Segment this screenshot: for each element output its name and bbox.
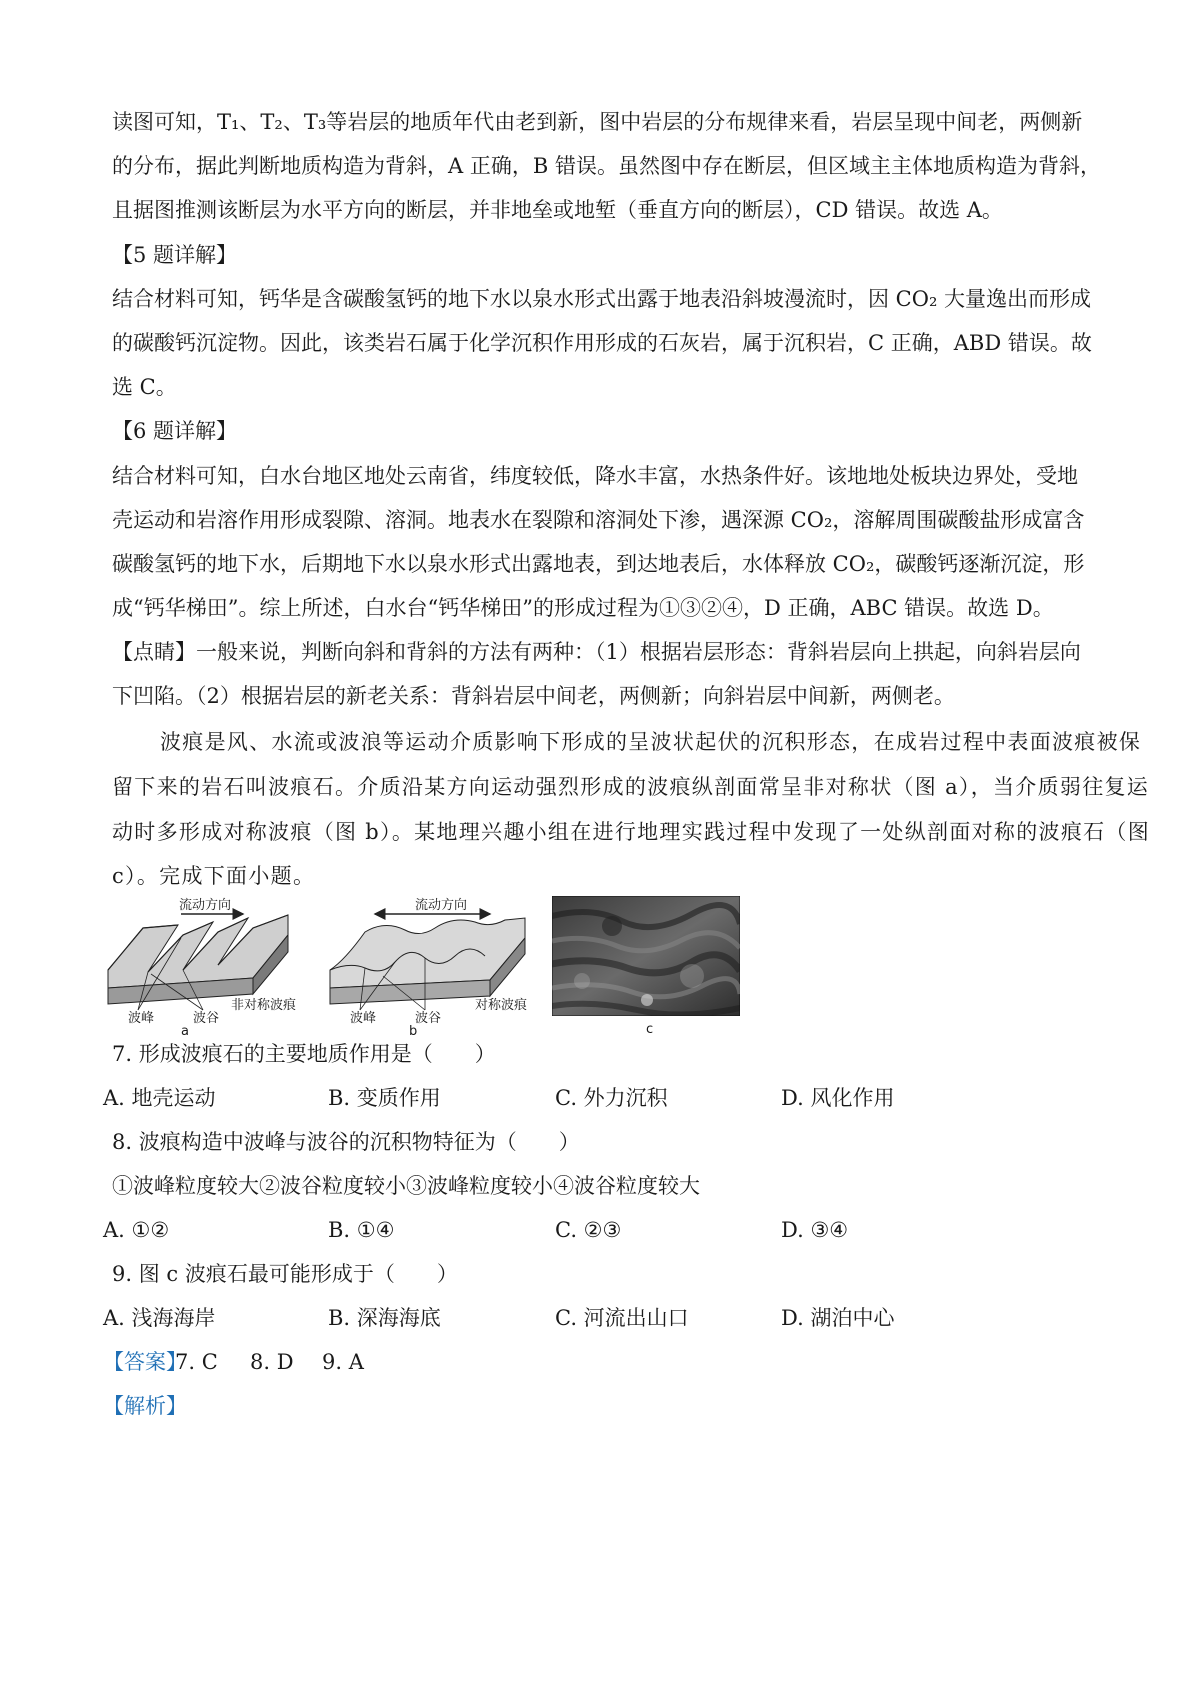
answer-label: 【答案】: [103, 1350, 187, 1374]
passage-line-1: 波痕是风、水流或波浪等运动介质影响下形成的呈波状起伏的沉积形态，在成岩过程中表面波痕被保: [160, 730, 1142, 754]
answer-9: 9. A: [322, 1350, 364, 1374]
passage-line-2: 留下来的岩石叫波痕石。介质沿某方向运动强烈形成的波痕纵剖面常呈非对称状（图 a），当介质弱往复运: [112, 775, 1150, 799]
q9-option-d[interactable]: D. 湖泊中心: [781, 1306, 895, 1330]
q8-stem: 8. 波痕构造中波峰与波谷的沉积物特征为（ ）: [112, 1130, 580, 1154]
q8-option-c[interactable]: C. ②③: [555, 1218, 622, 1242]
figure-a-caption: a: [181, 1024, 189, 1039]
q7-option-a[interactable]: A. 地壳运动: [103, 1086, 216, 1110]
q8-statements: ①波峰粒度较大②波谷粒度较小③波峰粒度较小④波谷粒度较大: [112, 1174, 700, 1198]
figure-b-flow-label: 流动方向: [415, 898, 468, 913]
q8-option-b[interactable]: B. ①④: [328, 1218, 395, 1242]
q4-line-3: 且据图推测该断层为水平方向的断层，并非地垒或地堑（垂直方向的断层），CD 错误。故选 A。: [112, 198, 1003, 222]
q7-stem: 7. 形成波痕石的主要地质作用是（ ）: [112, 1042, 496, 1066]
figure-a-type-label: 非对称波痕: [231, 998, 297, 1013]
figure-a-crest-label: 波峰: [128, 1011, 155, 1026]
figure-b-caption: b: [409, 1024, 418, 1039]
figure-b-trough-label: 波谷: [415, 1011, 442, 1026]
figure-c-caption: c: [646, 1022, 654, 1037]
q6-line-4: 成“钙华梯田”。综上所述，白水台“钙华梯田”的形成过程为①③②④，D 正确，ABC 错误。故选 D。: [112, 596, 1054, 620]
figure-a-trough-label: 波谷: [193, 1011, 220, 1026]
passage-line-3: 动时多形成对称波痕（图 b）。某地理兴趣小组在进行地理实践过程中发现了一处纵剖面对称的波痕石（图: [112, 820, 1151, 844]
figure-b-type-label: 对称波痕: [475, 998, 528, 1013]
q9-stem: 9. 图 c 波痕石最可能形成于（ ）: [112, 1262, 458, 1286]
q9-option-b[interactable]: B. 深海海底: [328, 1306, 441, 1330]
q6-heading: 【6 题详解】: [112, 419, 238, 443]
q4-line-2: 的分布，据此判断地质构造为背斜，A 正确，B 错误。虽然图中存在断层，但区域主主体地质构造为背斜，: [112, 154, 1101, 178]
q5-line-1: 结合材料可知，钙华是含碳酸氢钙的地下水以泉水形式出露于地表沿斜坡漫流时，因 CO₂ 大量逸出而形成: [112, 287, 1092, 311]
q6-line-3: 碳酸氢钙的地下水，后期地下水以泉水形式出露地表，到达地表后，水体释放 CO₂，碳酸钙逐渐沉淀，形: [112, 552, 1085, 576]
q7-option-b[interactable]: B. 变质作用: [328, 1086, 441, 1110]
q5-heading: 【5 题详解】: [112, 243, 238, 267]
figure-b-crest-label: 波峰: [350, 1011, 377, 1026]
passage-line-4: c）。完成下面小题。: [112, 864, 316, 888]
q5-line-2: 的碳酸钙沉淀物。因此，该类岩石属于化学沉积作用形成的石灰岩，属于沉积岩，C 正确，ABD 错误。故: [112, 331, 1092, 355]
tip-line-1: 【点睛】一般来说，判断向斜和背斜的方法有两种：（1）根据岩层形态：背斜岩层向上拱起，向斜岩层向: [112, 640, 1081, 664]
q8-option-a[interactable]: A. ①②: [103, 1218, 170, 1242]
ripple-stone-photo: [552, 896, 740, 1016]
figure-a-flow-label: 流动方向: [179, 898, 232, 913]
q4-line-1: 读图可知，T₁、T₂、T₃等岩层的地质年代由老到新，图中岩层的分布规律来看，岩层呈现中间老，两侧新: [112, 110, 1083, 134]
q9-option-c[interactable]: C. 河流出山口: [555, 1306, 689, 1330]
figure-b: [325, 890, 540, 1040]
figure-a: [103, 890, 303, 1040]
answer-7: 7. C: [175, 1350, 218, 1374]
q6-line-1: 结合材料可知，白水台地区地处云南省，纬度较低，降水丰富，水热条件好。该地地处板块边界处，受地: [112, 464, 1078, 488]
q9-option-a[interactable]: A. 浅海海岸: [103, 1306, 216, 1330]
q7-option-c[interactable]: C. 外力沉积: [555, 1086, 668, 1110]
q6-line-2: 壳运动和岩溶作用形成裂隙、溶洞。地表水在裂隙和溶洞处下渗，遇深源 CO₂，溶解周围碳酸盐形成富含: [112, 508, 1085, 532]
explain-label: 【解析】: [103, 1394, 187, 1418]
answer-8: 8. D: [250, 1350, 294, 1374]
q7-option-d[interactable]: D. 风化作用: [781, 1086, 895, 1110]
q8-option-d[interactable]: D. ③④: [781, 1218, 849, 1242]
figure-c: [552, 896, 740, 1044]
tip-line-2: 下凹陷。（2）根据岩层的新老关系：背斜岩层中间老，两侧新；向斜岩层中间新，两侧老。: [112, 684, 955, 708]
q5-line-3: 选 C。: [112, 375, 177, 399]
